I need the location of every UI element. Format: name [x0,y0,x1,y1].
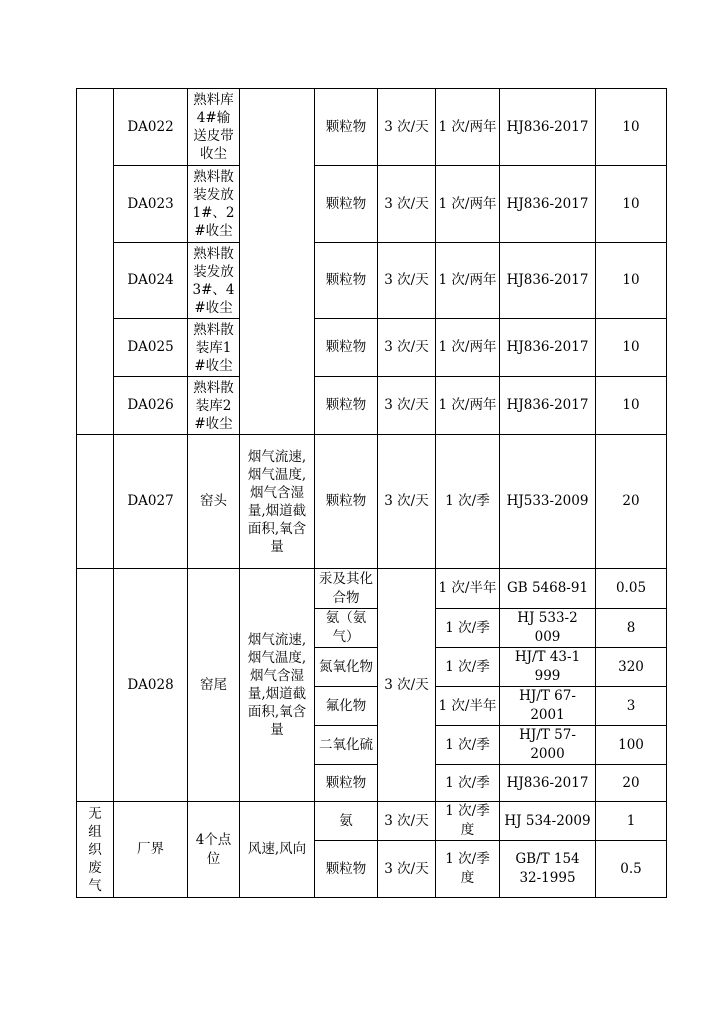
test-method: HJ533-2009 [500,435,596,569]
outlet-code: DA026 [114,377,188,435]
limit-value: 8 [596,609,667,648]
report-frequency: 1 次/两年 [436,89,500,166]
report-frequency: 1 次/半年 [436,687,500,726]
report-frequency: 1 次/半年 [436,569,500,609]
pollutant: 二氧化硫 [315,726,378,765]
report-frequency: 1 次/两年 [436,319,500,377]
test-method: HJ836-2017 [500,765,596,802]
test-method: GB/T 15432-1995 [500,841,596,898]
monitor-frequency: 3 次/天 [378,89,436,166]
category-cell [77,89,114,435]
report-frequency: 1 次/季 [436,726,500,765]
limit-value: 0.05 [596,569,667,609]
monitor-frequency: 3 次/天 [378,841,436,898]
pollutant: 氮氧化物 [315,648,378,687]
table-row [77,377,667,435]
pollutant: 颗粒物 [315,841,378,898]
monitoring-params: 风速,风向 [240,802,315,898]
category-cell [77,569,114,802]
outlet-code: DA027 [114,435,188,569]
limit-value: 0.5 [596,841,667,898]
monitor-frequency: 3 次/天 [378,243,436,319]
limit-value: 3 [596,687,667,726]
table-row [77,319,667,377]
test-method: HJ/T 67-2001 [500,687,596,726]
report-frequency: 1 次/季 [436,609,500,648]
monitor-frequency: 3 次/天 [378,319,436,377]
outlet-code: DA024 [114,243,188,319]
pollutant: 氨（氨气） [315,609,378,648]
pollutant: 颗粒物 [315,89,378,166]
table-row [77,435,667,569]
limit-value: 20 [596,765,667,802]
monitoring-params: 烟气流速,烟气温度,烟气含湿量,烟道截面积,氧含量 [240,569,315,802]
pollutant: 氨 [315,802,378,841]
report-frequency: 1 次/季 [436,765,500,802]
monitor-frequency: 3 次/天 [378,802,436,841]
outlet-code: DA025 [114,319,188,377]
pollutant: 颗粒物 [315,435,378,569]
limit-value: 10 [596,243,667,319]
monitoring-point: 熟料散装库2#收尘 [188,377,240,435]
category-cell: 无组织废气 [77,802,114,898]
category-cell [77,435,114,569]
outlet-code: 厂界 [114,802,188,898]
report-frequency: 1 次/季度 [436,841,500,898]
report-frequency: 1 次/两年 [436,377,500,435]
test-method: HJ836-2017 [500,243,596,319]
limit-value: 20 [596,435,667,569]
pollutant: 颗粒物 [315,319,378,377]
report-frequency: 1 次/季 [436,648,500,687]
pollutant: 颗粒物 [315,166,378,243]
test-method: HJ 533-2009 [500,609,596,648]
monitoring-params [240,89,315,435]
outlet-code: DA028 [114,569,188,802]
pollutant: 颗粒物 [315,377,378,435]
test-method: HJ836-2017 [500,319,596,377]
report-frequency: 1 次/两年 [436,243,500,319]
outlet-code: DA023 [114,166,188,243]
monitoring-params: 烟气流速,烟气温度,烟气含湿量,烟道截面积,氧含量 [240,435,315,569]
report-frequency: 1 次/季度 [436,802,500,841]
monitoring-point: 窑头 [188,435,240,569]
limit-value: 100 [596,726,667,765]
monitoring-point: 4个点位 [188,802,240,898]
test-method: HJ836-2017 [500,377,596,435]
monitor-frequency: 3 次/天 [378,377,436,435]
test-method: HJ836-2017 [500,166,596,243]
monitoring-table [76,88,667,898]
table-row [77,89,667,166]
limit-value: 10 [596,319,667,377]
report-frequency: 1 次/季 [436,435,500,569]
monitoring-point: 熟料散装发放3#、4#收尘 [188,243,240,319]
test-method: HJ/T 43-1999 [500,648,596,687]
limit-value: 1 [596,802,667,841]
outlet-code: DA022 [114,89,188,166]
pollutant: 氟化物 [315,687,378,726]
test-method: HJ836-2017 [500,89,596,166]
table-row [77,802,667,841]
monitor-frequency: 3 次/天 [378,569,436,802]
table-row [77,243,667,319]
test-method: HJ/T 57-2000 [500,726,596,765]
limit-value: 10 [596,166,667,243]
monitoring-point: 熟料散装库1#收尘 [188,319,240,377]
table-row [77,166,667,243]
pollutant: 颗粒物 [315,765,378,802]
monitor-frequency: 3 次/天 [378,166,436,243]
pollutant: 颗粒物 [315,243,378,319]
monitoring-point: 熟料库4#输送皮带收尘 [188,89,240,166]
pollutant: 汞及其化合物 [315,569,378,609]
limit-value: 10 [596,377,667,435]
monitoring-point: 窑尾 [188,569,240,802]
limit-value: 10 [596,89,667,166]
monitor-frequency: 3 次/天 [378,435,436,569]
report-frequency: 1 次/两年 [436,166,500,243]
test-method: HJ 534-2009 [500,802,596,841]
table-row [77,569,667,609]
monitoring-point: 熟料散装发放1#、2#收尘 [188,166,240,243]
limit-value: 320 [596,648,667,687]
test-method: GB 5468-91 [500,569,596,609]
